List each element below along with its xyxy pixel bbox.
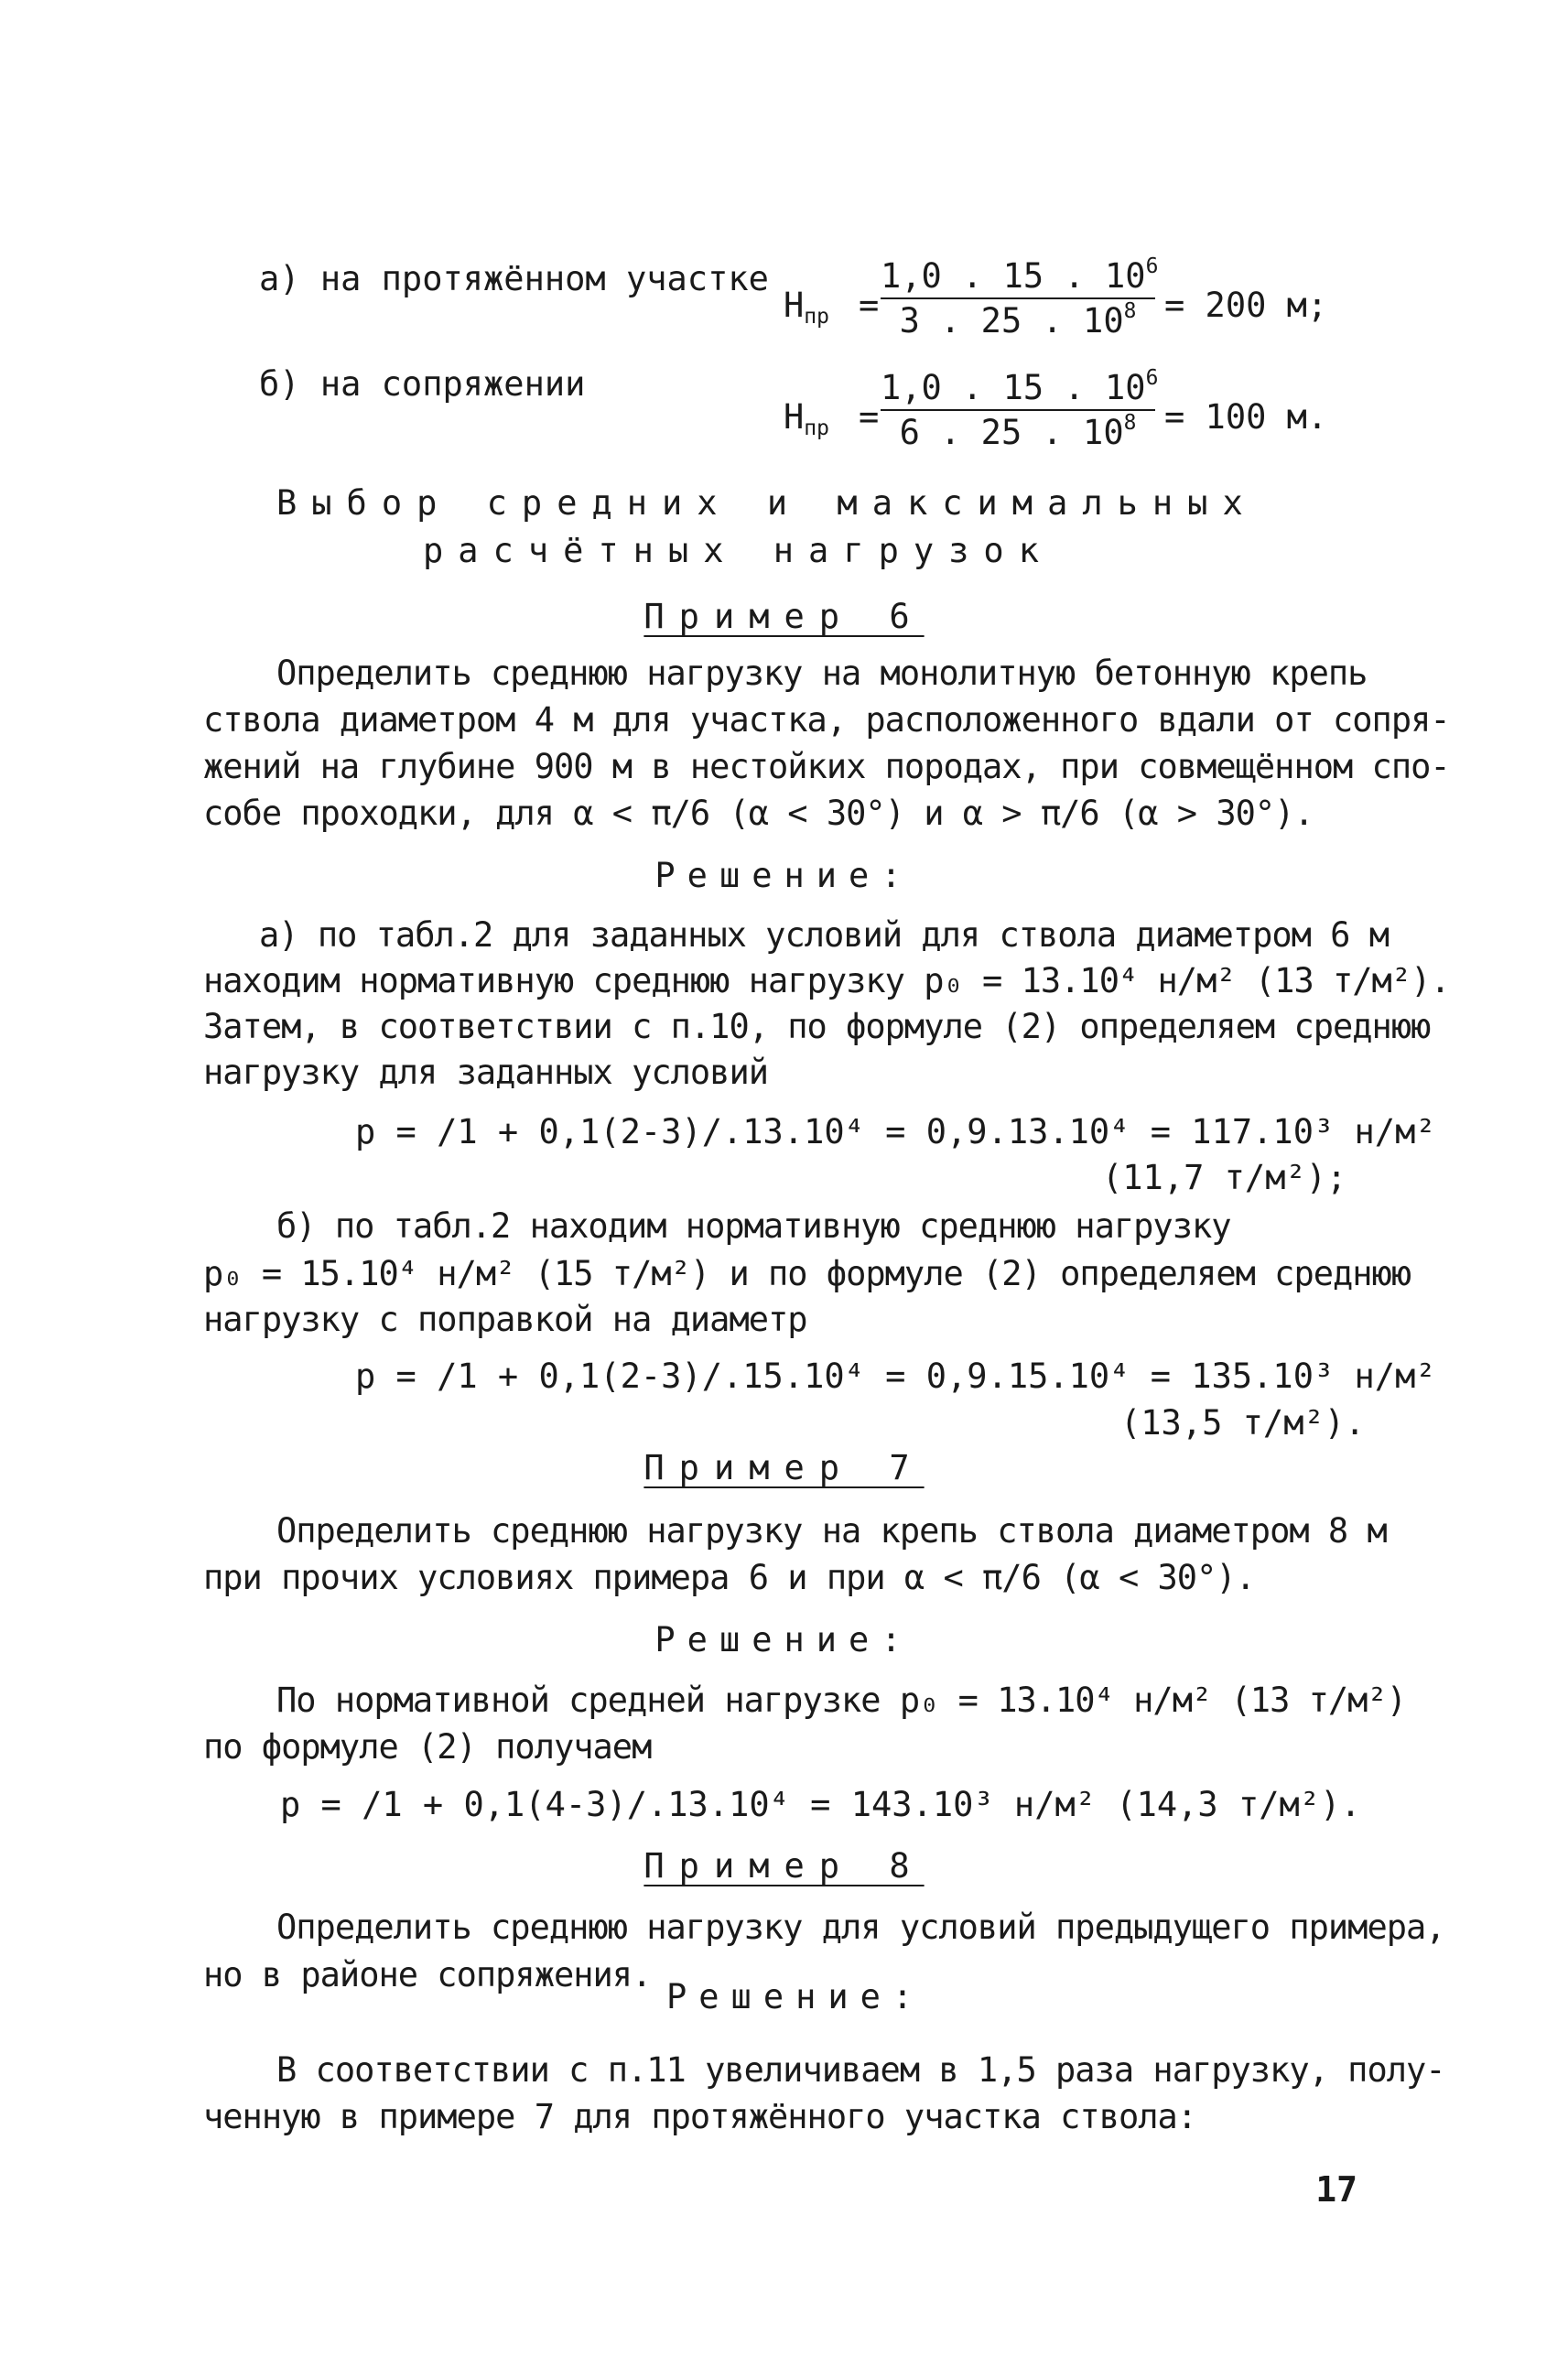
calc-a-lhs: Н (784, 286, 805, 325)
example6-solution-heading: Решение: (654, 856, 914, 895)
example6-task-line: ствола диаметром 4 м для участка, расположенного вдали от сопря- (203, 700, 1450, 740)
example8-solution-heading: Решение: (666, 1977, 925, 2016)
example6-solution-line: нагрузку для заданных условий (203, 1053, 769, 1092)
example8-task-line: Определить среднюю нагрузку для условий предыдущего примера, (276, 1908, 1445, 1947)
example6-formula-b: p = /1 + 0,1(2-3)/.15.10⁴ = 0,9.15.10⁴ = 135.10³ н/м² (355, 1357, 1436, 1396)
example8-task-line: но в районе сопряжения. (203, 1955, 652, 1994)
calc-a-lhs-sub: пр (804, 304, 829, 329)
example8-heading: Пример 8 (643, 1846, 925, 1886)
example7-task-line: при прочих условиях примера 6 и при α < π/6 (α < 30°). (203, 1558, 1255, 1597)
example7-solution-line: по формуле (2) получаем (203, 1727, 652, 1767)
calc-a-denominator: 3 . 25 . $10^8$ (899, 298, 1137, 340)
example6-heading: Пример 6 (643, 597, 925, 636)
example7-task-line: Определить среднюю нагрузку на крепь ствола диаметром 8 м (276, 1511, 1387, 1551)
example6-solution-line: Затем, в соответствии с п.10, по формуле (2) определяем среднюю (203, 1007, 1431, 1046)
example6-formula-b-note: (13,5 т/м²). (1120, 1403, 1366, 1443)
example7-solution-heading: Решение: (654, 1620, 914, 1659)
example6-solution-line: а) по табл.2 для заданных условий для ствола диаметром 6 м (259, 915, 1390, 955)
example6-task-line: жений на глубине 900 м в нестойких породах, при совмещённом спо- (203, 747, 1450, 786)
example6-formula-a: p = /1 + 0,1(2-3)/.13.10⁴ = 0,9.13.10⁴ = 117.10³ н/м² (355, 1112, 1436, 1151)
calc-a-label: а) на протяжённом участке (259, 259, 769, 298)
calc-b-fraction (881, 365, 1159, 452)
example6-solution-line: находим нормативную среднюю нагрузку p₀ = 13.10⁴ н/м² (13 т/м²). (203, 961, 1450, 1000)
calc-b-lhs-sub: пр (804, 416, 829, 440)
example7-formula: p = /1 + 0,1(4-3)/.13.10⁴ = 143.10³ н/м² (14,3 т/м²). (280, 1785, 1361, 1824)
section-title-line2: расчётных нагрузок (423, 531, 1054, 570)
section-title-line1: Выбор средних и максимальных (276, 483, 1258, 523)
example8-solution-line: ченную в примере 7 для протяжённого участка ствола: (203, 2097, 1197, 2136)
example6-task-line: Определить среднюю нагрузку на монолитную бетонную крепь (276, 654, 1368, 693)
example8-solution-line: В соответствии с п.11 увеличиваем в 1,5 раза нагрузку, полу- (276, 2050, 1445, 2090)
calc-b-result: = 100 м. (1164, 397, 1328, 437)
page-number: 17 (1315, 2169, 1357, 2210)
example6-solution-b-line: p₀ = 15.10⁴ н/м² (15 т/м²) и по формуле (2) определяем среднюю (203, 1254, 1411, 1293)
example7-heading: Пример 7 (643, 1448, 925, 1487)
calc-a-result: = 200 м; (1164, 286, 1328, 325)
example6-solution-b-line: б) по табл.2 находим нормативную среднюю нагрузку (276, 1206, 1231, 1246)
example6-task-line: собе проходки, для α < π/6 (α < 30°) и α > π/6 (α > 30°). (203, 794, 1314, 833)
calc-a-fraction (881, 254, 1159, 340)
calc-b-label: б) на сопряжении (259, 364, 586, 404)
calc-b-numerator: 1,0 . 15 . $10^6$ (881, 365, 1159, 407)
calc-a-numerator: 1,0 . 15 . $10^6$ (881, 254, 1159, 296)
example6-formula-a-note: (11,7 т/м²); (1102, 1158, 1347, 1197)
example6-solution-b-line: нагрузку с поправкой на диаметр (203, 1300, 807, 1339)
example7-solution-line: По нормативной средней нагрузке p₀ = 13.10⁴ н/м² (13 т/м²) (276, 1681, 1407, 1720)
calc-b-lhs: Н (784, 397, 805, 437)
calc-b-denominator: 6 . 25 . $10^8$ (899, 410, 1137, 452)
